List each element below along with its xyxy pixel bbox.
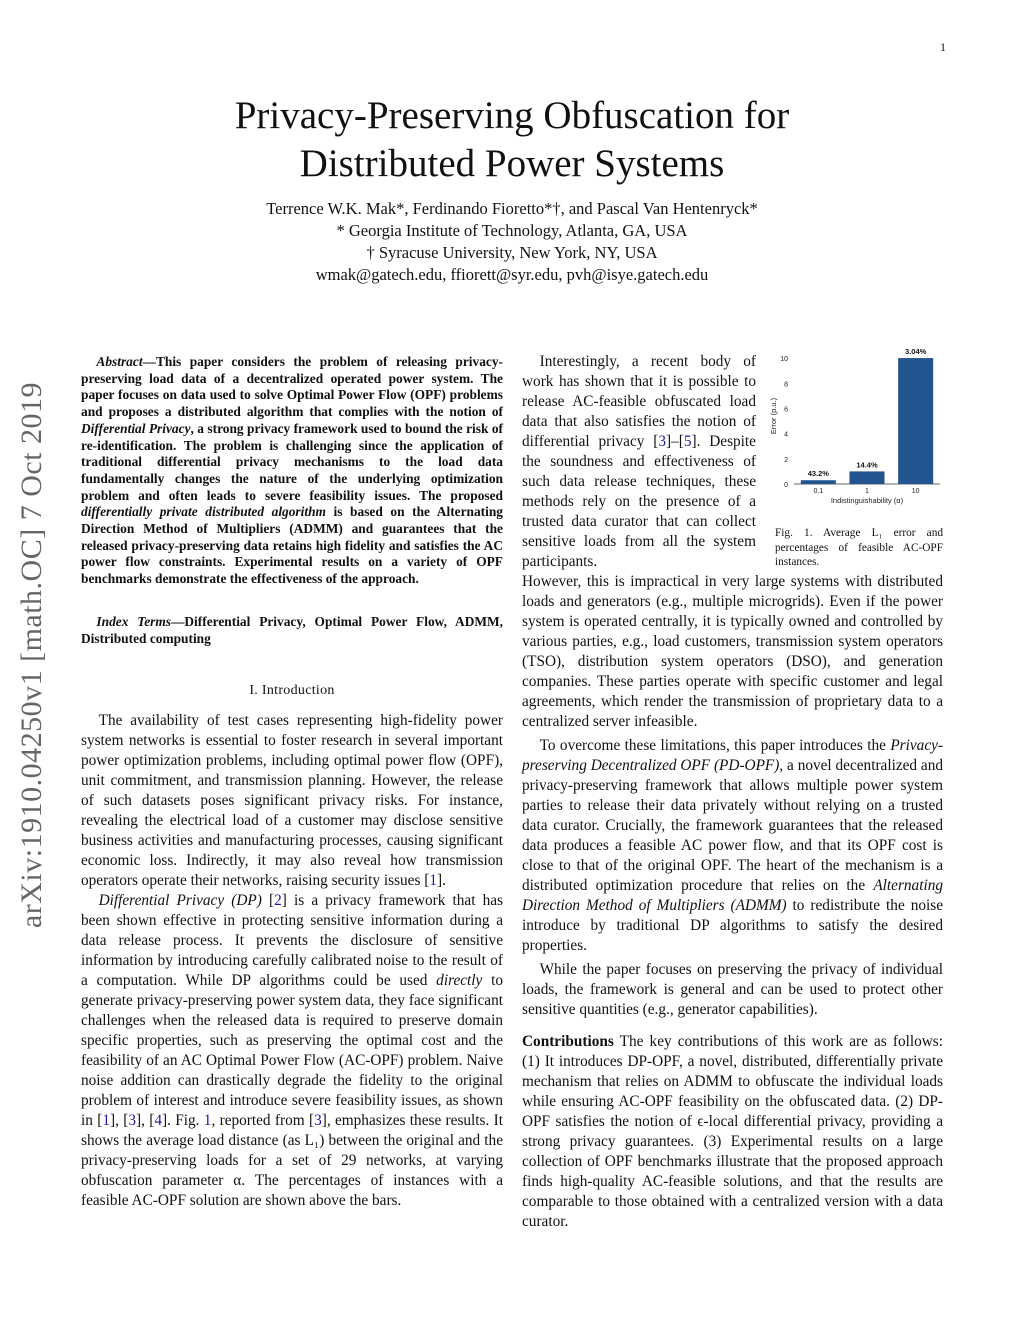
paragraph-text: ]. xyxy=(436,872,446,889)
figure-1 xyxy=(764,340,946,515)
affiliation-2: † Syracuse University, New York, NY, USA xyxy=(366,243,658,262)
intro-paragraph-2 xyxy=(81,891,503,1211)
citation-link[interactable]: 5 xyxy=(683,433,692,450)
term-emphasis: Differential Privacy (DP) xyxy=(98,892,262,909)
intro-paragraph-1 xyxy=(81,711,503,891)
figure-link[interactable]: 1 xyxy=(203,1112,212,1129)
introduction-body xyxy=(81,711,503,1211)
paragraph-text: To overcome these limitations, this paper introduces the xyxy=(539,737,891,754)
affiliation-1: * Georgia Institute of Technology, Atlanta, GA, USA xyxy=(336,221,688,240)
paragraph-text: ], [ xyxy=(109,1112,129,1129)
citation-link[interactable]: 3 xyxy=(658,433,666,450)
right-column-body xyxy=(522,572,943,1232)
paper-title xyxy=(0,92,1024,188)
y-tick-label: 4 xyxy=(784,431,788,439)
y-tick-label: 0 xyxy=(784,482,788,489)
paragraph-text: ]. Fig. xyxy=(161,1112,204,1129)
bar-chart xyxy=(764,340,946,510)
paragraph-text: to redistribute the noise introduce by traditional DP algorithms to satisfy the desired properties. xyxy=(522,897,943,954)
citation-link[interactable]: 1 xyxy=(102,1112,110,1129)
citation-link[interactable]: 3 xyxy=(314,1112,322,1129)
paragraph-text: [ xyxy=(261,892,275,909)
y-tick-label: 8 xyxy=(784,381,788,389)
x-axis-label: Indistinguishability (α) xyxy=(830,496,904,505)
paragraph-text: ]. Despite the soundness and effectiveness of such data release techniques, these methods rely on the presence of a trusted data curator that can collect sensitive loads from all the system participants. xyxy=(522,433,756,570)
bar-data-label: 3.04% xyxy=(905,347,927,357)
abstract-emphasis: Differential Privacy xyxy=(81,420,191,436)
paragraph-text: , reported from [ xyxy=(211,1112,315,1129)
paragraph-text: Interestingly, a recent body of work has shown that it is possible to release AC-feasible obfuscated load data that also satisfies the notion of differential privacy [ xyxy=(522,353,756,450)
right-paragraph-3: While the paper focuses on preserving the privacy of individual loads, the framework is general and can be used to protect other sensitive quantities (e.g., generator capabilities). xyxy=(522,961,943,1018)
y-axis-label: Error (p.u.) xyxy=(769,397,778,435)
term-emphasis: Privacy-preserving Decentralized OPF (PD-OPF) xyxy=(522,737,943,774)
right-paragraph-2 xyxy=(522,736,943,956)
title-line-1: Privacy-Preserving Obfuscation for xyxy=(234,94,790,137)
term-emphasis: directly xyxy=(436,972,483,989)
abstract-text: is based on the Alternating Direction Method of Multipliers (ADMM) and guarantees that the released privacy-preserving data retains high fidelity and satisfies the AC power flow constraints. Experimental results on a variety of OPF benchmarks demonstrate the effectiveness of the approach. xyxy=(81,504,504,587)
right-paragraph-1-continued: However, this is impractical in very large systems with distributed loads and generators (e.g., multiple microgrids). Even if the power system is operated centrally, it is typically owned and controlled by various parties, e.g., load customers, transmission system operators (TSO), distribution system operators (DSO), and generation companies. These parties operate with specific customer and legal agreements, which render the transmission of proprietary data to a centralized server infeasible. xyxy=(522,573,943,730)
contributions-paragraph xyxy=(522,1032,943,1232)
bar xyxy=(849,471,884,484)
y-tick-label: 2 xyxy=(784,456,788,464)
paragraph-text: ], [ xyxy=(135,1112,155,1129)
figure-caption: Fig. 1. Average L₁ error and percentages of feasible AC-OPF instances. xyxy=(775,527,943,569)
author-block xyxy=(0,198,1024,286)
paragraph-text: The key contributions of this work are as follows: (1) It introduces DP-OPF, a novel, distributed, differentially private mechanism that relies on ADMM to obfuscate the individual loads while ensuring AC-OPF feasibility on the obfuscated data. (2) DP-OPF satisfies the notion of ϵ-local differential privacy, providing a strong privacy guarantees. (3) Experimental results on a large collection of OPF benchmarks illustrate that the proposed approach finds high-quality AC-feasible solutions, and that the results are comparable to those obtained with a centralized version with a data curator. xyxy=(522,1033,943,1230)
paragraph-text: , a novel decentralized and privacy-preserving framework that allows multiple power system parties to release their data privately without relying on a trusted data curator. Crucially, the framework guarantees that the released data produces a feasible AC power flow, and that its OPF cost is close to that of the original OPF. The heart of the mechanism is a distributed optimization procedure that relies on the xyxy=(522,757,943,894)
abstract-label: Abstract xyxy=(96,354,143,369)
citation-link[interactable]: 3 xyxy=(128,1112,136,1129)
arxiv-identifier: arXiv:1910.04250v1 [math.OC] 7 Oct 2019 xyxy=(15,381,48,929)
x-tick-label: 0.1 xyxy=(813,488,824,495)
paragraph-text: ]–[ xyxy=(665,433,684,450)
x-tick-label: 10 xyxy=(911,488,920,495)
term-emphasis: Alternating Direction Method of Multipliers (ADMM) xyxy=(522,877,943,914)
paragraph-text: ] is a privacy framework that has been shown effective in protecting sensitive information during a data release process. It prevents the disclosure of sensitive information by introducing carefully calibrated noise to the result of a computation. While DP algorithms could be used xyxy=(81,892,503,989)
y-tick-label: 10 xyxy=(780,356,788,364)
x-tick-label: 1 xyxy=(865,488,869,495)
citation-link[interactable]: 4 xyxy=(154,1112,162,1129)
right-paragraph-1-top xyxy=(522,352,756,572)
author-emails: wmak@gatech.edu, ffiorett@syr.edu, pvh@isye.gatech.edu xyxy=(315,265,709,284)
abstract-emphasis: differentially private distributed algorithm xyxy=(81,504,326,520)
paragraph-text: ], emphasizes these results. It shows the average load distance (as L₁) between the original and the privacy-preserving loads for a set of 29 networks, at varying obfuscation parameter α. The percentages of instances with a feasible AC-OPF solution are shown above the bars. xyxy=(81,1112,503,1209)
citation-link[interactable]: 1 xyxy=(429,872,437,889)
contributions-label: Contributions xyxy=(522,1033,614,1050)
y-tick-label: 6 xyxy=(784,406,788,414)
bar xyxy=(898,358,933,484)
paragraph-text: The availability of test cases representing high-fidelity power system networks is essential to foster research in several important power optimization problems, including optimal power flow (OPF), unit commitment, and transmission planning. However, the release of such datasets poses significant privacy risks. For instance, revealing the electrical load of a customer may disclose sensitive business activities and manufacturing processes, causing significant economic loss. Indirectly, it may also reveal how transmission operators operate their networks, raising security issues [ xyxy=(81,712,503,889)
bar xyxy=(801,480,836,484)
bar-data-label: 43.2% xyxy=(807,469,829,479)
index-terms-label: Index Terms xyxy=(96,614,171,629)
paragraph-text: to generate privacy-preserving power system data, they face significant challenges when the released data is required to preserve domain specific properties, such as preserving the optimal cost and the feasibility of an AC Optimal Power Flow (AC-OPF) problem. Naive noise addition can drastically degrade the fidelity to the original problem of interest and introduce severe feasibility issues, as shown in [ xyxy=(81,972,503,1129)
author-names: Terrence W.K. Mak*, Ferdinando Fioretto*†, and Pascal Van Hentenryck* xyxy=(266,199,758,218)
citation-link[interactable]: 2 xyxy=(274,892,282,909)
abstract-text: , a strong privacy framework used to bound the risk of re-identification. The problem is challenging since the application of traditional differential privacy mechanisms to the load data fundamentally changes the nature of the underlying optimization problem and often leads to severe feasibility issues. The proposed xyxy=(81,420,504,503)
section-heading: I. Introduction xyxy=(249,683,335,698)
abstract-text: —This paper considers the problem of releasing privacy-preserving load data of a decentralized operated power system. The paper focuses on data used to solve Optimal Power Flow (OPF) problems and proposes a distributed algorithm that complies with the notion of xyxy=(81,354,503,420)
index-terms xyxy=(81,614,503,647)
title-line-2: Distributed Power Systems xyxy=(299,142,725,185)
abstract xyxy=(81,354,503,588)
page-number: 1 xyxy=(940,40,946,54)
bar-data-label: 14.4% xyxy=(856,460,878,470)
index-terms-text: —Differential Privacy, Optimal Power Flow, ADMM, Distributed computing xyxy=(81,614,504,646)
